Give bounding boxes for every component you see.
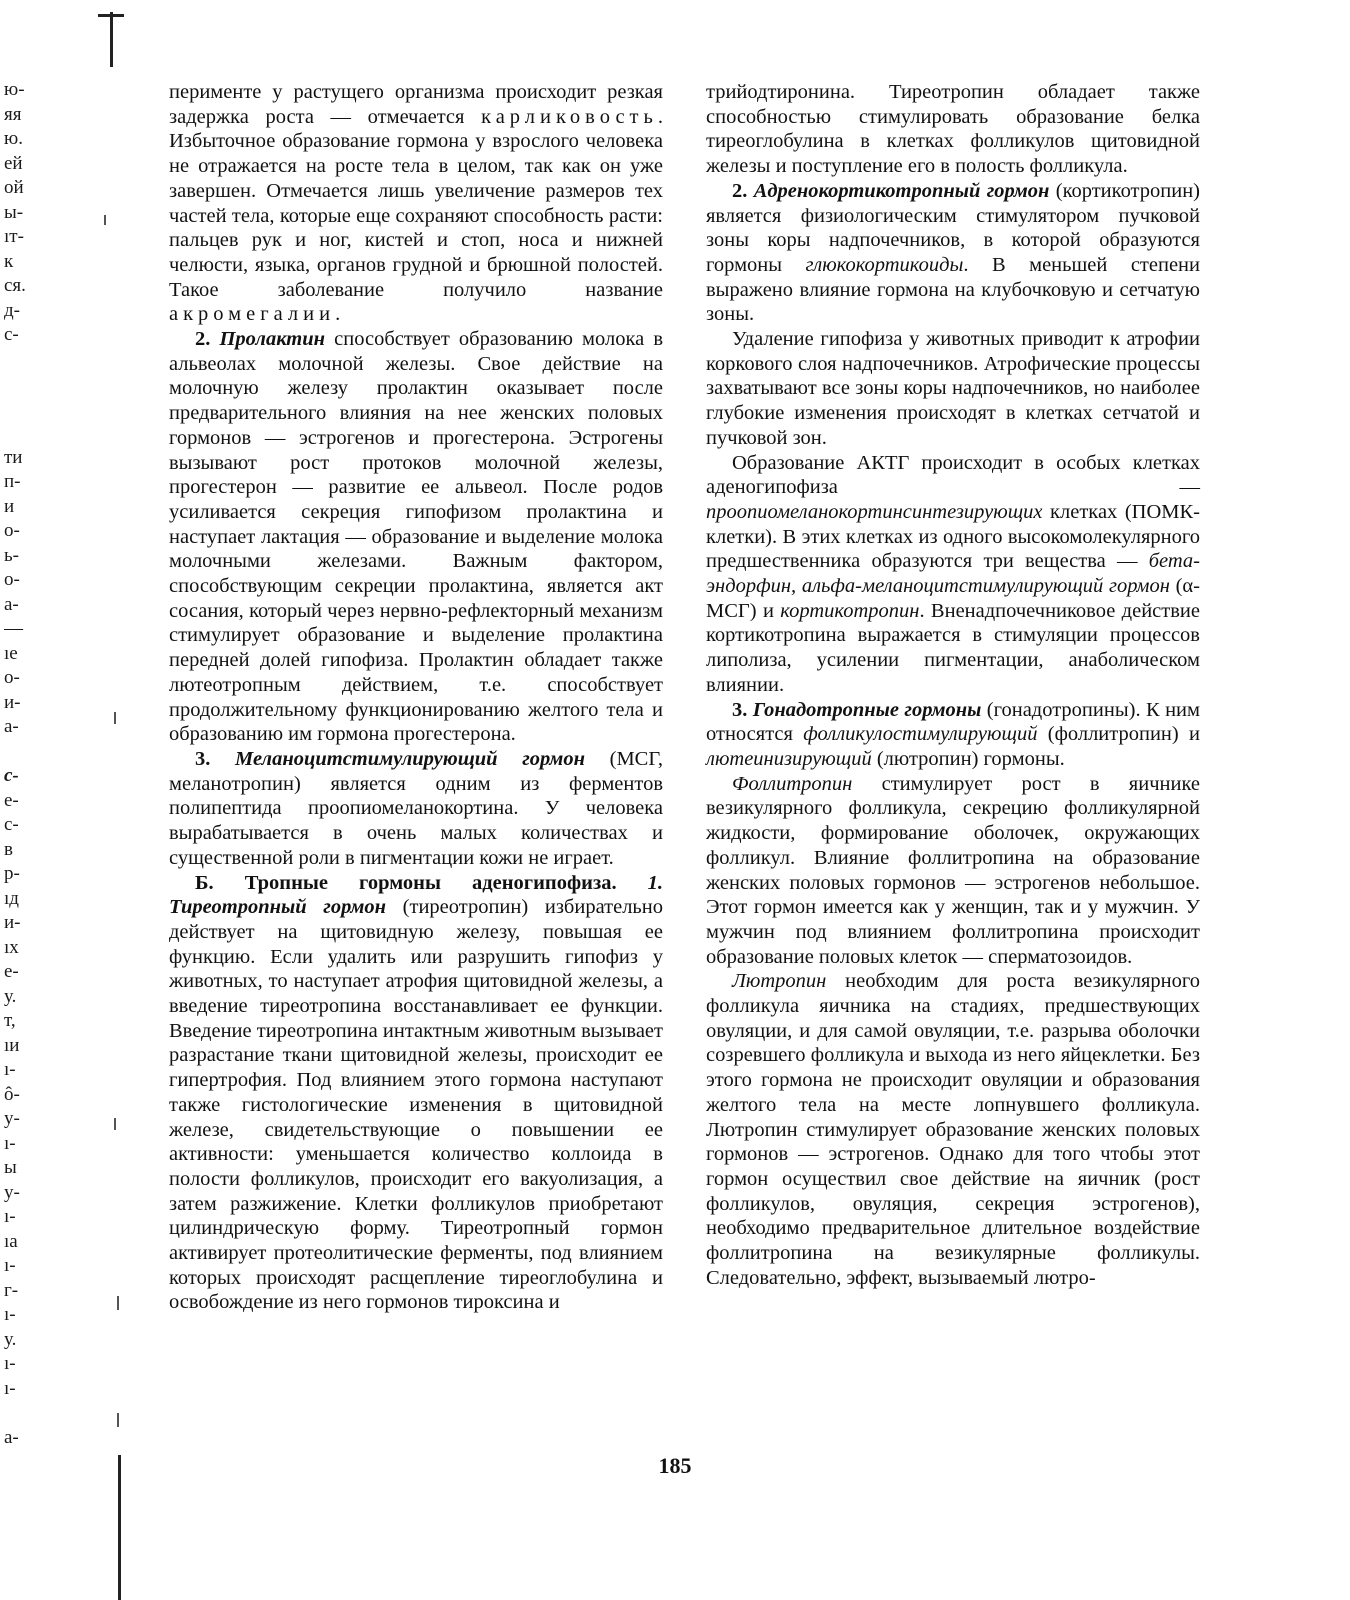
paragraph-prolactin: 2. Пролактин способствует образованию молока в альвеолах молочной железы. Свое действие на молочную железу пролактин оказывает после предварительного влияния на нее женских половых гормонов — эстрогенов и прогестерона. Эстрогены вызывают рост протоков молочной железы, прогестерон — развитие ее альвеол. После родов усиливается секреция гипофизом пролактина и наступает лактация — образование и выделение молока молочными железами. Важным фактором, способствующим секреции пролактина, является акт сосания, который через нервно-рефлекторный механизм стимулирует образование и выделение пролактина передней долей гипофиза. Пролактин обладает также лютеотропным действием, т.е. способствует продолжительному функционированию желтого тела и образованию им гормона прогестерона. (169, 328, 663, 746)
margin-fragment: ı- (4, 1304, 16, 1325)
margin-fragment: к (4, 250, 14, 272)
section-heading: Б. Тропные гормоны аденогипофиза. (195, 871, 617, 894)
margin-fragment: ıх (4, 936, 19, 958)
margin-fragment: а- (4, 716, 19, 737)
paragraph-gonadotropins: 3. Гонадотропные гормоны (гонадотропины). К ним относятся фолликулостимулирующий (фоллитропин) и лютеинизирующий (лютропин) гормоны. (706, 698, 1200, 770)
facing-page-margin-fragments (4, 78, 44, 1450)
margin-fragment: с- (4, 814, 19, 835)
page-number: 185 (658, 1453, 692, 1478)
margin-fragment: о- (4, 667, 20, 688)
margin-fragment: ı- (4, 1059, 16, 1080)
margin-fragment: ı- (4, 1353, 16, 1374)
margin-fragment: ıи (4, 1034, 20, 1056)
margin-fragment: ıт- (4, 226, 24, 247)
margin-fragment: ы- (4, 201, 24, 223)
margin-fragment: — (4, 618, 23, 639)
margin-fragment: ıа (4, 1230, 18, 1252)
term-lh: Лютропин (732, 970, 827, 993)
term-fsh: Фоллитропин (732, 772, 853, 795)
margin-fragment (4, 1401, 44, 1426)
margin-fragment: ой (4, 177, 24, 198)
paragraph-acth: 2. Адренокортикотропный гормон (кортикотропин) является физиологическим стимулятором пучковой зоны коры надпочечников, в которой образуются гормоны глюкокортикоиды. В меньшей степени выражено влияние гормона на клубочковую и сетчатую зоны. (706, 179, 1200, 326)
left-column (169, 80, 663, 1315)
margin-fragment: ı- (4, 1132, 16, 1154)
margin-fragment (4, 372, 44, 397)
scan-speck (104, 215, 106, 225)
margin-fragment: с- (4, 324, 19, 345)
paragraph: трийодтиронина. Тиреотропин обладает также способностью стимулировать образование белка тиреоглобулина в клетках фолликулов щитовидной железы и поступление его в полость фолликула. (706, 81, 1200, 178)
scan-speck (117, 1296, 119, 1310)
margin-fragment: и (4, 495, 15, 517)
paragraph: Удаление гипофиза у животных приводит к атрофии коркового слоя надпочечников. Атрофические процессы захватывают все зоны коры надпочечников, но наиболее глубокие изменения происходят в клетках сетчатой и пучковой зон. (706, 328, 1200, 449)
margin-fragment: ı- (4, 1377, 16, 1399)
margin-fragment: ô- (4, 1083, 20, 1105)
margin-fragment: ти (4, 446, 23, 468)
margin-fragment: е- (4, 789, 19, 811)
term-prolactin: Пролактин (219, 328, 326, 351)
margin-fragment (4, 421, 44, 446)
scan-speck (117, 1413, 119, 1427)
margin-fragment: ı- (4, 1255, 16, 1276)
margin-fragment: у. (4, 1328, 17, 1350)
scan-speck (114, 1118, 116, 1130)
margin-fragment: ся. (4, 275, 26, 296)
paragraph: перименте у растущего организма происходит резкая задержка роста — отмечается карликовость. Избыточное образование гормона у взрослого человека не отражается на росте тела в целом, так как он уже завершен. Отмечается лишь увеличение размеров тех частей тела, которые еще сохраняют способность расти: пальцев рук и ног, кистей и стоп, носа и нижней челюсти, языка, органов грудной и брюшной полостей. Такое заболевание получило название акромегалии. (169, 81, 663, 326)
margin-fragment: у- (4, 1108, 20, 1129)
margin-fragment: д- (4, 299, 20, 321)
margin-fragment: у- (4, 1181, 20, 1203)
margin-fragment: в (4, 838, 13, 860)
margin-fragment: ы (4, 1157, 17, 1178)
margin-fragment: ı- (4, 1206, 16, 1227)
right-column (706, 80, 1200, 1290)
margin-fragment: р- (4, 863, 20, 884)
margin-fragment: ю. (4, 128, 23, 149)
margin-fragment: т, (4, 1010, 16, 1031)
margin-fragment: п- (4, 471, 21, 492)
margin-fragment: а- (4, 593, 19, 615)
scan-speck (114, 712, 116, 724)
paragraph-tropic-hormones: Б. Тропные гормоны аденогипофиза. 1. Тиреотропный гормон (тиреотропин) избирательно действует на щитовидную железу, повышая ее функцию. Если удалить или разрушить гипофиз у животных, то наступает атрофия щитовидной железы, а введение тиреотропина восстанавливает ее функции. Введение тиреотропина интактным животным вызывает разрастание ткани щитовидной железы, происходит ее гипертрофия. Под влиянием этого гормона наступают также гистологические изменения в щитовидной железе, свидетельствующие о повышении ее активности: уменьшается количество коллоида в полости фолликулов, происходит его вакуолизация, а затем разжижение. Клетки фолликулов приобретают цилиндрическую форму. Тиреотропный гормон активирует протеолитические ферменты, под влиянием которых происходят расщепление тиреоглобулина и освобождение из него гормонов тироксина и (169, 871, 664, 1314)
paragraph-pomc: Образование АКТГ происходит в особых клетках аденогипофиза — проопиомеланокортинсинтезирующих клетках (ПОМК-клетки). В этих клетках из одного высокомолекулярного предшественника образуются три вещества — бета-эндорфин, альфа-меланоцитстимулирующий гормон (α-МСГ) и кортикотропин. Вненадпочечниковое действие кортикотропина выражается в стимуляции процессов липолиза, усилении пигментации, анаболическом влиянии. (706, 451, 1200, 696)
gutter-mark (98, 14, 124, 17)
term-acth: Адренокортикотропный гормон (753, 179, 1050, 202)
margin-fragment: ь- (4, 544, 19, 566)
margin-fragment: о- (4, 520, 20, 541)
paragraph-msh: 3. Меланоцитстимулирующий гормон (МСГ, меланотропин) является одним из ферментов полипептида проопиомеланокортина. У человека вырабатывается в очень малых количествах и существенной роли в пигментации кожи не играет. (169, 747, 664, 869)
margin-fragment: ю- (4, 79, 25, 100)
margin-fragment: ıе (4, 642, 18, 664)
margin-fragment: е- (4, 961, 19, 982)
margin-fragment (4, 740, 44, 765)
gutter-mark (110, 12, 113, 67)
term-tsh: 1. Тиреотропный гормон (169, 871, 664, 919)
margin-fragment: и- (4, 912, 21, 933)
margin-fragment: ей (4, 152, 23, 174)
margin-fragment: а- (4, 1426, 19, 1448)
margin-fragment: ıд (4, 887, 19, 909)
paragraph-lh: Лютропин необходим для роста везикулярного фолликула яичника на стадиях, предшествующих овуляции, и для самой овуляции, т.е. разрыва оболочки созревшего фолликула и выхода из него яйцеклетки. Без этого гормона не происходит овуляции и образования желтого тела на месте лопнувшего фолликула. Лютропин стимулирует образование женских половых гормонов — эстрогенов. Однако для того чтобы этот гормон осуществил свое действие на яичник (рост фолликулов, овуляция, секреция эстрогенов), необходимо предварительное длительное воздействие фоллитропина на везикулярные фолликулы. Следовательно, эффект, вызываемый лютро- (706, 970, 1200, 1289)
margin-fragment: о- (4, 569, 20, 590)
margin-fragment: г- (4, 1279, 19, 1301)
margin-fragment (4, 348, 44, 373)
term-gonadotropins: Гонадотропные гормоны (752, 698, 982, 721)
margin-fragment: с- (4, 765, 19, 786)
term-msh: Меланоцитстимулирующий гормон (235, 747, 585, 770)
margin-fragment: яя (4, 103, 22, 125)
margin-fragment (4, 397, 44, 422)
margin-fragment: у. (4, 985, 17, 1007)
paragraph-fsh: Фоллитропин стимулирует рост в яичнике везикулярного фолликула, секрецию фолликулярной жидкости, формирование оболочек, окружающих фолликул. Влияние фоллитропина на образование женских половых гормонов — эстрогенов небольшое. Этот гормон имеется как у женщин, так и у мужчин. У мужчин под влиянием фоллитропина происходит образование половых клеток — сперматозоидов. (706, 772, 1200, 968)
margin-fragment: и- (4, 691, 21, 713)
